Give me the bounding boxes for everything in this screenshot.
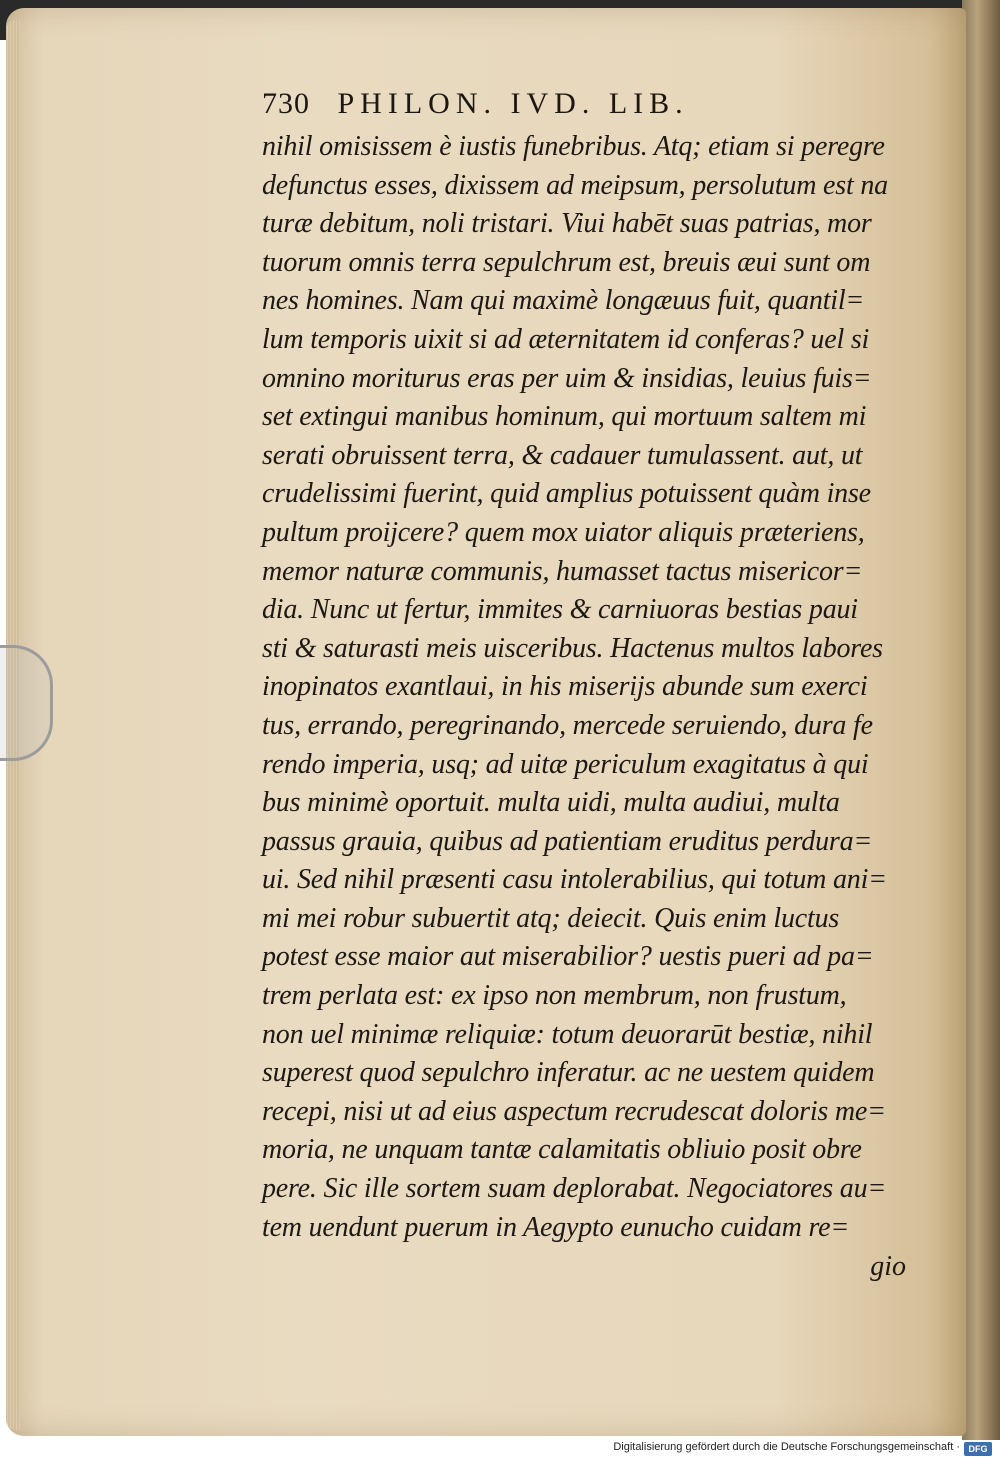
text-line: sti & saturasti meis uisceribus. Hactenus multos labores: [262, 632, 883, 664]
text-line: trem perlata est: ex ipso non membrum, non frustum,: [262, 980, 847, 1012]
text-line: omnino moriturus eras per uim & insidias, leuius fuis=: [262, 362, 872, 394]
text-line: non uel minimæ reliquiæ: totum deuorarūt bestiæ, nihil: [262, 1018, 873, 1050]
text-line: potest esse maior aut miserabilior? uestis pueri ad pa=: [262, 941, 874, 973]
text-line: memor naturæ communis, humasset tactus misericor=: [262, 555, 863, 587]
text-line: mi mei robur subuertit atq; deiecit. Quis enim luctus: [262, 902, 840, 934]
text-line: defunctus esses, dixissem ad meipsum, persolutum est na: [262, 169, 888, 201]
book-clasp: [0, 645, 53, 761]
text-line: inopinatos exantlaui, in his miserijs abunde sum exerci: [262, 671, 868, 703]
text-block: [262, 80, 912, 1287]
text-line: passus grauia, quibus ad patientiam eruditus perdura=: [262, 825, 873, 857]
text-line: set extingui manibus hominum, qui mortuum saltem mi: [262, 401, 867, 433]
text-line: superest quod sepulchro inferatur. ac ne uestem quidem: [262, 1057, 875, 1089]
running-title: PHILON. IVD. LIB.: [337, 87, 689, 120]
text-line: serati obruissent terra, & cadauer tumulassent. aut, ut: [262, 439, 863, 471]
text-line: rendo imperia, usq; ad uitæ periculum exagitatus à qui: [262, 748, 869, 780]
text-line: tuorum omnis terra sepulchrum est, breuis æui sunt om: [262, 246, 871, 278]
text-line: ui. Sed nihil præsenti casu intolerabilius, qui totum ani=: [262, 864, 887, 896]
text-line: tus, errando, peregrinando, mercede seruiendo, dura fe: [262, 709, 873, 741]
page-number: 730: [262, 87, 310, 120]
text-line: recepi, nisi ut ad eius aspectum recrudescat doloris me=: [262, 1095, 886, 1127]
text-line: nihil omisissem è iustis funebribus. Atq; etiam si peregre: [262, 131, 885, 162]
text-line: crudelissimi fuerint, quid amplius potuissent quàm inse: [262, 478, 871, 510]
text-line: moria, ne unquam tantæ calamitatis obliuio posit obre: [262, 1134, 862, 1166]
footer-credit: Digitalisierung gefördert durch die Deutsche Forschungsgemeinschaft ·: [613, 1441, 960, 1453]
text-line: nes homines. Nam qui maximè longæuus fuit, quantil=: [262, 285, 865, 317]
body-text: [262, 128, 912, 1247]
text-line: pere. Sic ille sortem suam deplorabat. Negociatores au=: [262, 1173, 887, 1205]
book-cover-edge: [962, 0, 1000, 1440]
text-line: dia. Nunc ut fertur, immites & carniuoras bestias paui: [262, 594, 858, 626]
text-line: pultum proijcere? quem mox uiator aliquis præteriens,: [262, 516, 865, 548]
text-line: lum temporis uixit si ad æternitatem id conferas? uel si: [262, 323, 870, 355]
catchword: gio: [870, 1251, 906, 1283]
text-line: tem uendunt puerum in Aegypto eunucho cuidam re=: [262, 1211, 850, 1243]
running-head: [262, 80, 912, 128]
dfg-logo: DFG: [964, 1442, 992, 1456]
text-line: turæ debitum, noli tristari. Viui habēt suas patrias, mor: [262, 208, 872, 240]
text-line: bus minimè oportuit. multa uidi, multa audiui, multa: [262, 787, 840, 819]
